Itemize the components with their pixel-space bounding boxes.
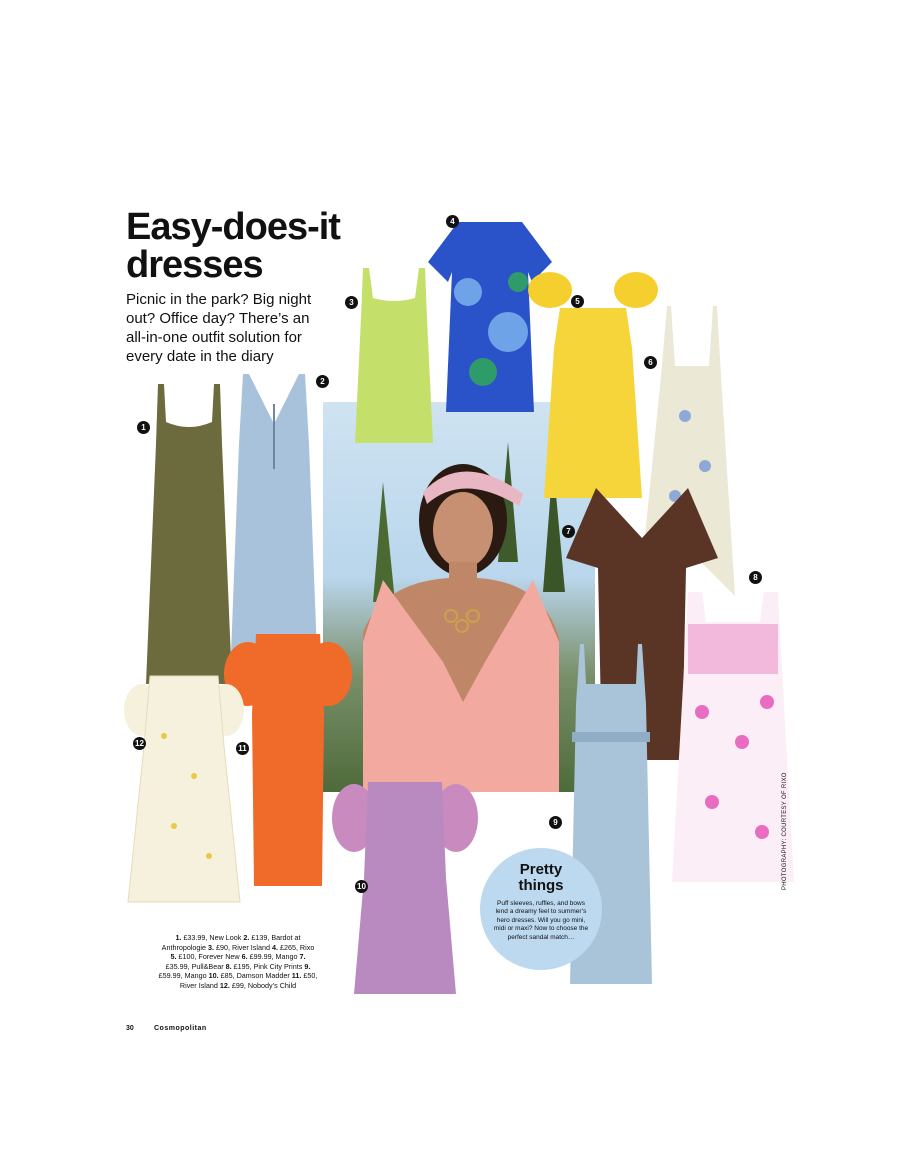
headline-line-1: Easy-does-it [126, 206, 340, 248]
pretty-things-body: Puff sleeves, ruffles, and bows lend a dreamy feel to summer’s hero dresses. Will you go mini, midi or maxi? Now to choose the perfect sandal match… [493, 900, 589, 941]
item-number-6: 6 [644, 356, 657, 369]
item-number-5: 5 [571, 295, 584, 308]
dress-2-blue-sequin [229, 374, 319, 654]
dress-12-cream-yellow [124, 676, 244, 902]
item-number-2: 2 [316, 375, 329, 388]
pretty-things-callout [480, 848, 602, 970]
dress-11-orange [226, 634, 350, 886]
standfirst: Picnic in the park? Big night out? Office day? There’s an all-in-one outfit solution for every date in the diary [126, 291, 312, 365]
item-number-4: 4 [446, 215, 459, 228]
dress-1-olive-slip [144, 384, 234, 684]
dress-3-lime-mini [355, 268, 433, 443]
item-number-7: 7 [562, 525, 575, 538]
item-number-1: 1 [137, 421, 150, 434]
item-number-10: 10 [355, 880, 368, 893]
pretty-things-title: Pretty things [518, 861, 564, 894]
item-number-9: 9 [549, 816, 562, 829]
item-number-3: 3 [345, 296, 358, 309]
dress-8-pink-print [672, 592, 794, 882]
item-number-11: 11 [236, 742, 249, 755]
photo-credit: PHOTOGRAPHY: COURTESY OF RIXO [782, 772, 788, 890]
dress-10-pink-stripe [332, 778, 478, 994]
price-list: 1. £33.99, New Look 2. £139, Bardot at Anthropologie 3. £90, River Island 4. £265, Rixo 5. £100, Forever New 6. £99.99, Mango 7. £35.99, Pull&Bear 8. £195, Pink City Prints 9. £59.99, Mango 10. £85, Damson Madder 11. £50, River Island 12. £99, Nobody’s Child [158, 933, 318, 990]
dress-5-yellow-ruffle [530, 268, 656, 498]
magazine-name: Cosmopolitan [154, 1025, 207, 1032]
item-number-8: 8 [749, 571, 762, 584]
page-number: 30 [126, 1025, 134, 1032]
item-number-12: 12 [133, 737, 146, 750]
headline-line-2: dresses [126, 244, 263, 286]
headline [126, 208, 386, 284]
